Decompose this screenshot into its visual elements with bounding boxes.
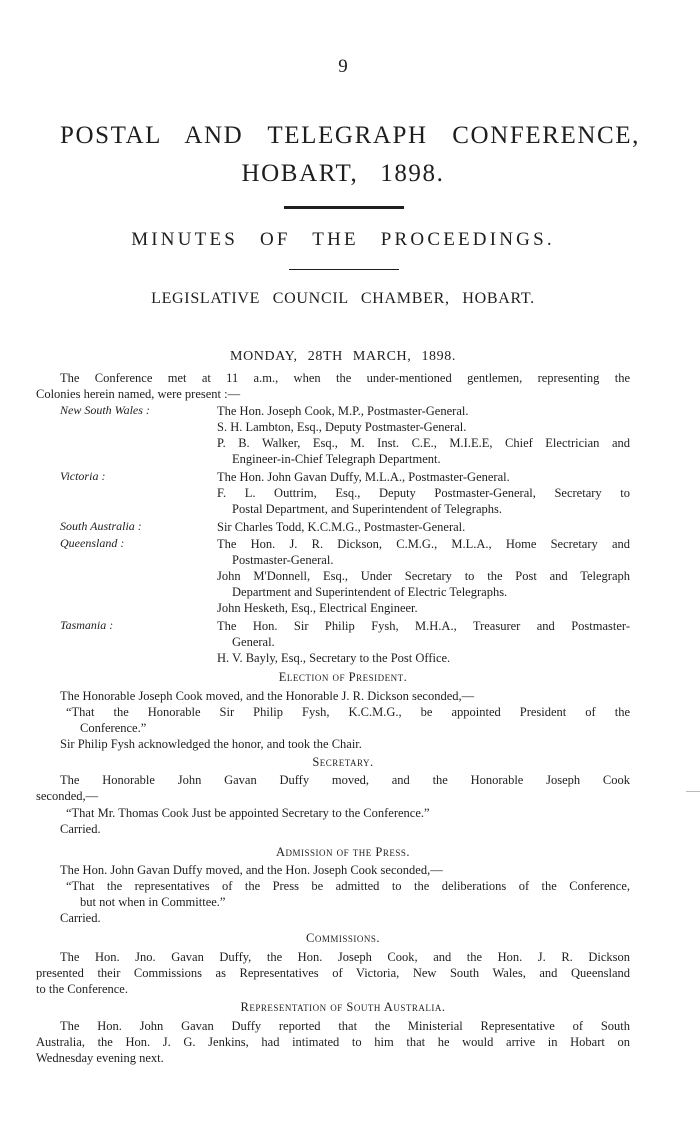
delegate-line: Engineer-in-Chief Telegraph Department. [232, 452, 441, 466]
colony-label: Tasmania : [60, 618, 114, 632]
section-line: presented their Commissions as Representatives of Victoria, New South Wales, and Queensland [36, 966, 630, 980]
margin-mark [686, 791, 700, 792]
colony-label: New South Wales : [60, 403, 150, 417]
section-line: Sir Philip Fysh acknowledged the honor, and took the Chair. [60, 737, 362, 751]
section-line: “That the representatives of the Press be admitted to the deliberations of the Conference, [66, 879, 630, 893]
conference-title-line-2: HOBART, 1898. [241, 160, 445, 187]
delegate-line: General. [232, 635, 275, 649]
section-line: The Hon. John Gavan Duffy moved, and the Hon. Joseph Cook seconded,— [60, 863, 443, 877]
section-line: Australia, the Hon. J. G. Jenkins, had intimated to him that he would arrive in Hobart on [36, 1035, 630, 1049]
colony-label: Queensland : [60, 536, 125, 550]
section-line: Carried. [60, 911, 101, 925]
colony-label: South Australia : [60, 519, 142, 533]
section-line: to the Conference. [36, 982, 128, 996]
meeting-date: MONDAY, 28TH MARCH, 1898. [230, 349, 456, 364]
location-heading: LEGISLATIVE COUNCIL CHAMBER, HOBART. [151, 290, 535, 307]
delegate-line: The Hon. John Gavan Duffy, M.L.A., Postmaster-General. [217, 470, 510, 484]
delegate-line: The Hon. Joseph Cook, M.P., Postmaster-General. [217, 404, 469, 418]
section-line: Carried. [60, 822, 101, 836]
section-line: The Hon. Jno. Gavan Duffy, the Hon. Joseph Cook, and the Hon. J. R. Dickson [60, 950, 630, 964]
section-line: The Honorable John Gavan Duffy moved, and the Honorable Joseph Cook [60, 773, 630, 787]
delegate-line: John Hesketh, Esq., Electrical Engineer. [217, 601, 418, 615]
delegate-line: P. B. Walker, Esq., M. Inst. C.E., M.I.E.E, Chief Electrician and [217, 436, 630, 450]
intro-line: The Conference met at 11 a.m., when the under-mentioned gentlemen, representing the [60, 371, 630, 385]
page-number: 9 [338, 56, 348, 77]
minutes-heading: MINUTES OF THE PROCEEDINGS. [131, 229, 555, 250]
section-line: seconded,— [36, 789, 99, 803]
section-heading: Election of President. [278, 670, 408, 684]
section-heading: Admission of the Press. [276, 845, 410, 859]
divider-rule [284, 206, 404, 209]
intro-line: Colonies herein named, were present :— [36, 387, 241, 401]
delegate-line: H. V. Bayly, Esq., Secretary to the Post Office. [217, 651, 451, 665]
divider-rule [289, 269, 399, 270]
section-line: The Hon. John Gavan Duffy reported that the Ministerial Representative of South [60, 1019, 630, 1033]
delegate-line: John M'Donnell, Esq., Under Secretary to the Post and Telegraph [217, 569, 630, 583]
delegate-line: The Hon. Sir Philip Fysh, M.H.A., Treasurer and Postmaster- [217, 619, 630, 633]
delegate-line: The Hon. J. R. Dickson, C.M.G., M.L.A., Home Secretary and [217, 537, 630, 551]
delegate-line: F. L. Outtrim, Esq., Deputy Postmaster-General, Secretary to [217, 486, 630, 500]
section-line: but not when in Committee.” [80, 895, 226, 909]
section-line: Wednesday evening next. [36, 1051, 164, 1065]
delegate-line: S. H. Lambton, Esq., Deputy Postmaster-General. [217, 420, 467, 434]
section-line: The Honorable Joseph Cook moved, and the Honorable J. R. Dickson seconded,— [60, 689, 475, 703]
delegate-line: Sir Charles Todd, K.C.M.G., Postmaster-General. [217, 520, 466, 534]
delegate-line: Postmaster-General. [232, 553, 334, 567]
delegate-line: Department and Superintendent of Electric Telegraphs. [232, 585, 508, 599]
conference-title-line-1: POSTAL AND TELEGRAPH CONFERENCE, [60, 122, 640, 149]
delegate-line: Postal Department, and Superintendent of Telegraphs. [232, 502, 503, 516]
section-heading: Representation of South Australia. [240, 1000, 446, 1014]
section-line: “That Mr. Thomas Cook Just be appointed Secretary to the Conference.” [66, 806, 430, 820]
section-line: “That the Honorable Sir Philip Fysh, K.C.M.G., be appointed President of the [66, 705, 630, 719]
section-heading: Commissions. [306, 931, 380, 945]
colony-label: Victoria : [60, 469, 106, 483]
section-heading: Secretary. [312, 755, 374, 769]
section-line: Conference.” [80, 721, 147, 735]
